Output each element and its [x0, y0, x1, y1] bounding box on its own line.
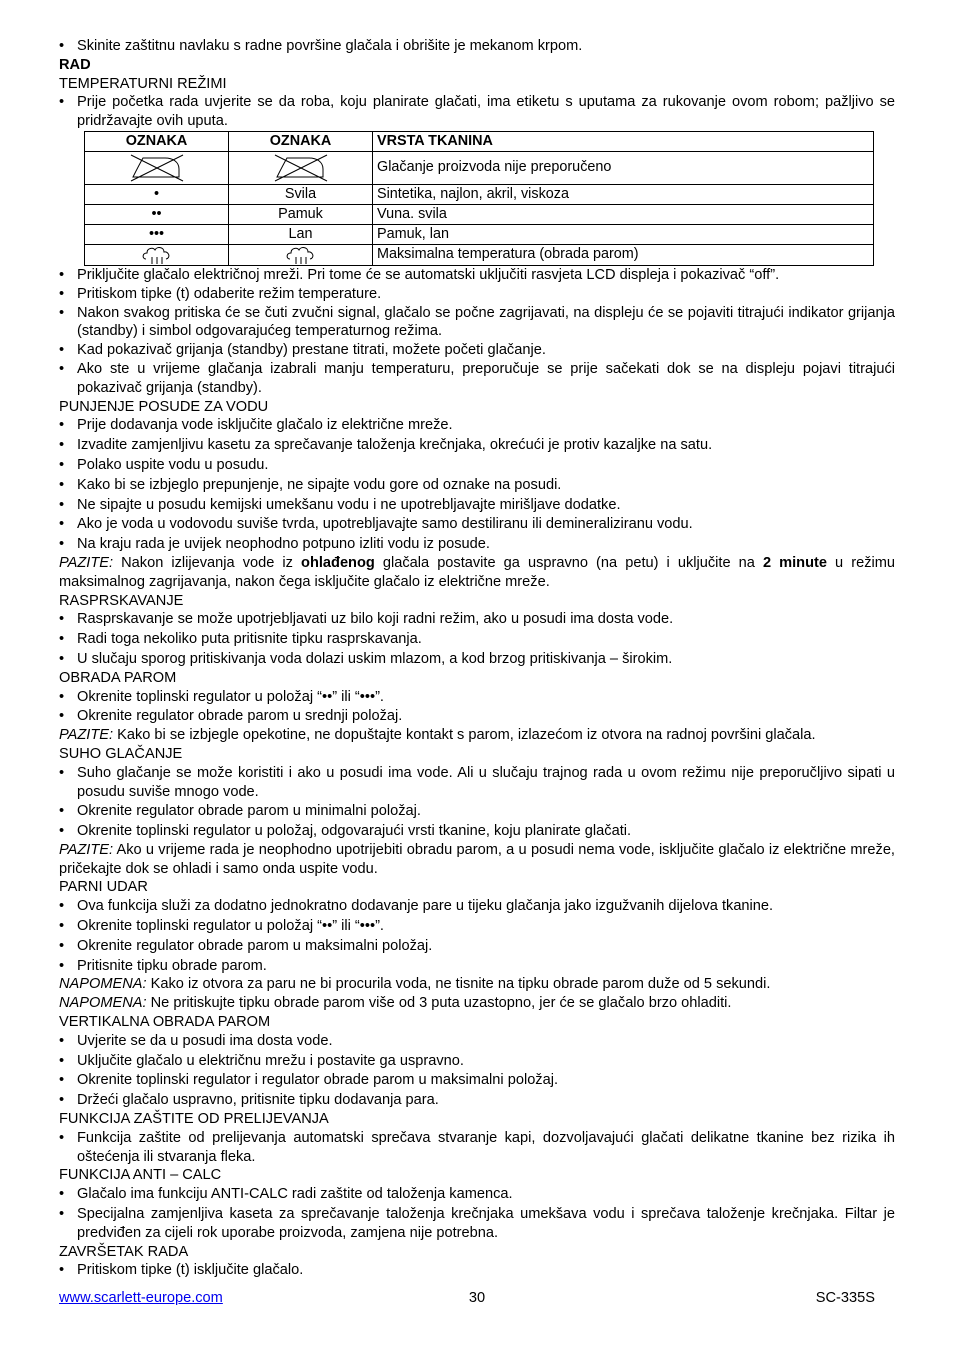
intro-list — [59, 37, 895, 56]
list-item: • Izvadite zamjenljivu kasetu za sprečavanje taloženja krečnjaka, okrećući je protiv kazaljke na satu. — [59, 436, 895, 455]
table-cell: Glačanje proizvoda nije preporučeno — [373, 151, 874, 184]
finish-list — [59, 1261, 895, 1280]
burst-list — [59, 897, 895, 975]
list-item: • Nakon svakog pritiska će se čuti zvučni signal, glačalo se počne zagrijavati, na displeju će se pojaviti titrajući indikator grijanja (standby) i simbol odgovarajućeg temperaturnog režima. — [59, 304, 895, 342]
water-list — [59, 416, 895, 554]
section-heading: OBRADA PAROM — [59, 669, 177, 686]
section-heading: FUNKCIJA ANTI – CALC — [59, 1167, 222, 1184]
list-item: • Specijalna zamjenljiva kaseta za sprečavanje taloženja krečnjaka umekšava vodu i sprečava taloženje krečnjaka. Filtar je predviđen za cijeli rok uporabe proizvoda, zamjena nije potrebna. — [59, 1205, 895, 1243]
list-item: • Ne sipajte u posudu kemijski umekšanu vodu i ne upotrebljavajte mirišljave dodatke. — [59, 496, 895, 515]
note-text: Kako iz otvora za paru ne bi procurila voda, ne tisnite na tipku obrade parom duže od 5 sekundi. — [146, 976, 771, 993]
table-cell: Lan — [229, 224, 373, 244]
anticalc-list — [59, 1185, 895, 1242]
steam-icon — [285, 245, 317, 265]
table-row — [85, 151, 874, 184]
temp-after-list — [59, 266, 895, 398]
table-row — [85, 244, 874, 265]
list-item: • Ako ste u vrijeme glačanja izabrali manju temperaturu, preporučuje se prije sačekati dok se na displeju pojavi titrajući pokazivač grijanja (standby). — [59, 360, 895, 398]
section-heading: ZAVRŠETAK RADA — [59, 1243, 189, 1260]
table-cell: Pamuk, lan — [373, 224, 874, 244]
list-item: • Pritisnite tipku obrade parom. — [59, 957, 895, 976]
website-link[interactable]: www.scarlett-europe.com — [59, 1290, 223, 1306]
list-item: • Prije dodavanja vode isključite glačalo iz električne mreže. — [59, 416, 895, 435]
list-item: • Uvjerite se da u posudi ima dosta vode. — [59, 1032, 895, 1051]
no-iron-icon — [127, 153, 187, 183]
drip-list — [59, 1129, 895, 1167]
table-cell: Sintetika, najlon, akril, viskoza — [373, 184, 874, 204]
list-item: • Priključite glačalo električnoj mreži. Pri tome će se automatski uključiti rasvjeta LCD displeja i pokazivač “off”. — [59, 266, 895, 285]
list-item: • Skinite zaštitnu navlaku s radne površine glačala i obrišite je mekanom krpom. — [59, 37, 895, 56]
section-heading: PARNI UDAR — [59, 879, 148, 896]
table-cell: Maksimalna temperatura (obrada parom) — [373, 244, 874, 265]
list-item: • U slučaju sporog pritiskivanja voda dolazi uskim mlazom, a kod brzog pritiskivanja – širokim. — [59, 650, 895, 669]
table-row — [85, 224, 874, 244]
warning-note — [59, 726, 895, 745]
table-header: OZNAKA — [85, 131, 229, 151]
page-number: 30 — [468, 1290, 486, 1306]
note-label: PAZITE: — [59, 554, 114, 571]
list-item: • Pritiskom tipke (t) odaberite režim temperature. — [59, 285, 895, 304]
steam-icon — [141, 245, 173, 265]
note-label: PAZITE: — [59, 727, 114, 744]
list-item: • Uključite glačalo u električnu mrežu i postavite ga uspravno. — [59, 1052, 895, 1071]
note-text: glačala postavite ga uspravno (na petu) i uključite na — [374, 554, 763, 571]
list-item: • Okrenite toplinski regulator i regulator obrade parom u maksimalni položaj. — [59, 1071, 895, 1090]
table-cell — [85, 151, 229, 184]
note-label: PAZITE: — [59, 841, 114, 858]
list-item: • Na kraju rada je uvijek neophodno potpuno izliti vodu iz posude. — [59, 535, 895, 554]
note-text: Nakon izlijevanja vode iz — [113, 554, 302, 571]
no-iron-icon — [271, 153, 331, 183]
table-cell: Vuna. svila — [373, 204, 874, 224]
list-item: • Polako uspite vodu u posudu. — [59, 456, 895, 475]
table-cell: ••• — [85, 224, 229, 244]
note-label: NAPOMENA: — [59, 995, 147, 1012]
table-cell — [85, 244, 229, 265]
list-item: • Okrenite toplinski regulator u položaj, odgovarajući vrsti tkanine, koju planirate glačati. — [59, 822, 895, 841]
list-item: • Radi toga nekoliko puta pritisnite tipku rasprskavanja. — [59, 630, 895, 649]
note-text: Ne pritiskujte tipku obrade parom više od 3 puta uzastopno, jer će se glačalo brzo ohladiti. — [146, 995, 732, 1012]
list-item: • Rasprskavanje se može upotrjebljavati uz bilo koji radni režim, ako u posudi ima dosta vode. — [59, 610, 895, 629]
note-emphasis: 2 minute — [762, 554, 827, 571]
note-text: Ako u vrijeme rada je neophodno upotrijebiti obradu parom, a u posudi nema vode, isključite glačalo iz električne mreže, pričekajte dok se ohladi i samo onda uspite vodu. — [59, 841, 895, 877]
list-item: • Glačalo ima funkciju ANTI-CALC radi zaštite od taloženja kamenca. — [59, 1185, 895, 1204]
list-item: • Pritiskom tipke (t) isključite glačalo. — [59, 1261, 895, 1280]
table-header: VRSTA TKANINA — [373, 131, 874, 151]
dry-list — [59, 764, 895, 841]
spray-list — [59, 610, 895, 668]
page-footer — [59, 1290, 895, 1310]
info-note — [59, 975, 895, 994]
list-item: • Ako je voda u vodovodu suviše tvrda, upotrebljavajte samo destiliranu ili demineraliziranu vodu. — [59, 515, 895, 534]
note-text: Kako bi se izbjegle opekotine, ne dopuštajte kontakt s parom, izlazećom iz otvora na radnoj površini glačala. — [113, 727, 816, 744]
section-heading: TEMPERATURNI REŽIMI — [59, 75, 227, 92]
section-heading: FUNKCIJA ZAŠTITE OD PRELIJEVANJA — [59, 1111, 329, 1128]
table-cell: Svila — [229, 184, 373, 204]
section-heading: RASPRSKAVANJE — [59, 592, 184, 609]
table-cell — [229, 151, 373, 184]
document-body — [59, 37, 895, 1280]
temp-list — [59, 93, 895, 131]
note-emphasis: ohlađenog — [301, 554, 375, 571]
table-row — [85, 204, 874, 224]
list-item: • Okrenite regulator obrade parom u maksimalni položaj. — [59, 937, 895, 956]
list-item: • Okrenite toplinski regulator u položaj “••” ili “•••”. — [59, 917, 895, 936]
info-note — [59, 994, 895, 1013]
note-label: NAPOMENA: — [59, 976, 147, 993]
table-cell: • — [85, 184, 229, 204]
list-item: • Funkcija zaštite od prelijevanja automatski sprečava stvaranje kapi, dozvoljavajući glačati delikatne tkanine bez rizika ih oštećenja ili stvaranja fleka. — [59, 1129, 895, 1167]
section-heading: PUNJENJE POSUDE ZA VODU — [59, 398, 269, 415]
warning-note — [59, 554, 895, 592]
list-item: • Držeći glačalo uspravno, pritisnite tipku dodavanja para. — [59, 1091, 895, 1110]
list-item: • Kad pokazivač grijanja (standby) prestane titrati, možete početi glačanje. — [59, 341, 895, 360]
table-cell — [229, 244, 373, 265]
model-number: SC-335S — [815, 1290, 875, 1306]
table-cell: •• — [85, 204, 229, 224]
table-row — [85, 184, 874, 204]
list-item: • Okrenite regulator obrade parom u srednji položaj. — [59, 707, 895, 726]
vertical-list — [59, 1032, 895, 1110]
list-item: • Ova funkcija služi za dodatno jednokratno dodavanje pare u tijeku glačanja jako izgužvanih dijelova tkanine. — [59, 897, 895, 916]
table-cell: Pamuk — [229, 204, 373, 224]
list-item: • Okrenite toplinski regulator u položaj “••” ili “•••”. — [59, 688, 895, 707]
section-title: RAD — [59, 56, 91, 73]
list-item: • Prije početka rada uvjerite se da roba, koju planirate glačati, ima etiketu s uputama za rukovanje ovom robom; pažljivo se pridržavajte ovih uputa. — [59, 93, 895, 131]
section-heading: SUHO GLAČANJE — [59, 745, 183, 762]
section-heading: VERTIKALNA OBRADA PAROM — [59, 1014, 271, 1031]
table-header-row — [85, 131, 874, 151]
list-item: • Okrenite regulator obrade parom u minimalni položaj. — [59, 802, 895, 821]
warning-note — [59, 841, 895, 879]
note-text: u režimu maksimalnog zagrijavanja, nakon čega isključite glačalo iz električne mreže. — [59, 554, 896, 590]
list-item: • Kako bi se izbjeglo prepunjenje, ne sipajte vodu gore od oznake na posudi. — [59, 476, 895, 495]
fabric-table — [84, 131, 874, 266]
steam-list — [59, 688, 895, 727]
table-header: OZNAKA — [229, 131, 373, 151]
list-item: • Suho glačanje se može koristiti i ako u posudi ima vode. Ali u slučaju trajnog rada u ovom režimu nije preporučljivo sipati u posudu suviše mnogo vode. — [59, 764, 895, 802]
